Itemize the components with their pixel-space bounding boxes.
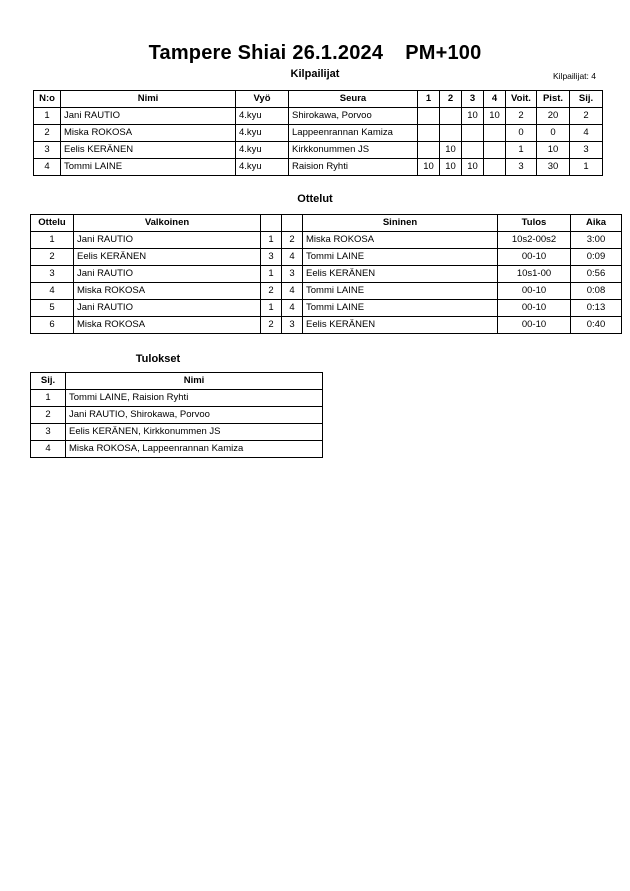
- table-row: [34, 142, 603, 159]
- cell-time: 0:56: [571, 266, 622, 283]
- column-header-round-2: 2: [440, 91, 462, 108]
- cell-white-seed: 2: [261, 283, 282, 300]
- cell-match-no: 4: [31, 283, 74, 300]
- cell-result: 00-10: [498, 283, 571, 300]
- cell-grade: 4.kyu: [236, 142, 289, 159]
- cell-blue-seed: 2: [282, 232, 303, 249]
- cell-result: 10s1-00: [498, 266, 571, 283]
- table-row: [34, 159, 603, 176]
- column-header-wins: Voit.: [506, 91, 537, 108]
- cell-rank: 3: [31, 424, 66, 441]
- cell-blue: Tommi LAINE: [303, 300, 498, 317]
- cell-no: 2: [34, 125, 61, 142]
- cell-round-3: [462, 142, 484, 159]
- column-header-time: Aika: [571, 215, 622, 232]
- cell-time: 0:40: [571, 317, 622, 334]
- table-row: [31, 266, 622, 283]
- column-header-name: Nimi: [61, 91, 236, 108]
- cell-match-no: 5: [31, 300, 74, 317]
- table-row: [31, 407, 323, 424]
- cell-blue: Tommi LAINE: [303, 283, 498, 300]
- column-header-blue: Sininen: [303, 215, 498, 232]
- cell-white-seed: 2: [261, 317, 282, 334]
- results-section-title: Tulokset: [135, 353, 181, 365]
- cell-name: Tommi LAINE, Raision Ryhti: [66, 390, 323, 407]
- cell-match-no: 6: [31, 317, 74, 334]
- table-row: [31, 283, 622, 300]
- cell-wins: 2: [506, 108, 537, 125]
- cell-rank: 4: [570, 125, 603, 142]
- cell-white: Miska ROKOSA: [74, 317, 261, 334]
- cell-wins: 0: [506, 125, 537, 142]
- cell-white-seed: 1: [261, 300, 282, 317]
- cell-wins: 1: [506, 142, 537, 159]
- cell-points: 20: [537, 108, 570, 125]
- matches-section-title: Ottelut: [297, 193, 333, 205]
- cell-white: Eelis KERÄNEN: [74, 249, 261, 266]
- column-header-grade: Vyö: [236, 91, 289, 108]
- cell-white: Miska ROKOSA: [74, 283, 261, 300]
- cell-round-3: 10: [462, 108, 484, 125]
- cell-blue-seed: 3: [282, 266, 303, 283]
- cell-result: 00-10: [498, 249, 571, 266]
- cell-name: Jani RAUTIO, Shirokawa, Porvoo: [66, 407, 323, 424]
- cell-round-1: [418, 142, 440, 159]
- cell-white: Jani RAUTIO: [74, 266, 261, 283]
- competitors-count: Kilpailijat: 4: [553, 71, 596, 81]
- page-title: [0, 42, 630, 65]
- cell-blue: Miska ROKOSA: [303, 232, 498, 249]
- cell-name: Miska ROKOSA: [61, 125, 236, 142]
- cell-rank: 1: [570, 159, 603, 176]
- table-header-row: [31, 215, 622, 232]
- cell-time: 0:13: [571, 300, 622, 317]
- table-row: [31, 249, 622, 266]
- table-row: [31, 300, 622, 317]
- column-header-points: Pist.: [537, 91, 570, 108]
- table-row: [31, 441, 323, 458]
- column-header-white-seed: [261, 215, 282, 232]
- cell-blue-seed: 4: [282, 283, 303, 300]
- column-header-round-3: 3: [462, 91, 484, 108]
- cell-round-2: 10: [440, 159, 462, 176]
- cell-name: Tommi LAINE: [61, 159, 236, 176]
- cell-round-1: [418, 108, 440, 125]
- table-row: [31, 317, 622, 334]
- column-header-match-no: Ottelu: [31, 215, 74, 232]
- column-header-round-4: 4: [484, 91, 506, 108]
- cell-round-2: 10: [440, 142, 462, 159]
- cell-result: 10s2-00s2: [498, 232, 571, 249]
- cell-rank: 4: [31, 441, 66, 458]
- cell-time: 0:09: [571, 249, 622, 266]
- cell-time: 3:00: [571, 232, 622, 249]
- cell-round-4: [484, 142, 506, 159]
- cell-blue: Eelis KERÄNEN: [303, 266, 498, 283]
- column-header-club: Seura: [289, 91, 418, 108]
- cell-round-4: 10: [484, 108, 506, 125]
- cell-round-3: 10: [462, 159, 484, 176]
- cell-points: 0: [537, 125, 570, 142]
- cell-rank: 1: [31, 390, 66, 407]
- cell-no: 4: [34, 159, 61, 176]
- table-row: [34, 125, 603, 142]
- cell-rank: 2: [31, 407, 66, 424]
- results-table: [30, 372, 323, 458]
- cell-club: Lappeenrannan Kamiza: [289, 125, 418, 142]
- table-row: [34, 108, 603, 125]
- cell-round-1: 10: [418, 159, 440, 176]
- cell-round-2: [440, 125, 462, 142]
- cell-club: Raision Ryhti: [289, 159, 418, 176]
- cell-blue-seed: 4: [282, 249, 303, 266]
- cell-blue: Eelis KERÄNEN: [303, 317, 498, 334]
- column-header-blue-seed: [282, 215, 303, 232]
- table-row: [31, 390, 323, 407]
- cell-grade: 4.kyu: [236, 159, 289, 176]
- event-date: 26.1.2024: [292, 42, 384, 64]
- column-header-name: Nimi: [66, 373, 323, 390]
- cell-rank: 3: [570, 142, 603, 159]
- event-name: Tampere Shiai: [148, 42, 287, 64]
- cell-round-1: [418, 125, 440, 142]
- cell-name: Miska ROKOSA, Lappeenrannan Kamiza: [66, 441, 323, 458]
- cell-white-seed: 1: [261, 266, 282, 283]
- cell-match-no: 3: [31, 266, 74, 283]
- matches-table: [30, 214, 622, 334]
- column-header-round-1: 1: [418, 91, 440, 108]
- column-header-rank: Sij.: [570, 91, 603, 108]
- cell-white-seed: 1: [261, 232, 282, 249]
- cell-white-seed: 3: [261, 249, 282, 266]
- cell-points: 30: [537, 159, 570, 176]
- cell-white: Jani RAUTIO: [74, 300, 261, 317]
- event-category: PM+100: [405, 42, 482, 64]
- cell-result: 00-10: [498, 317, 571, 334]
- cell-name: Eelis KERÄNEN, Kirkkonummen JS: [66, 424, 323, 441]
- cell-match-no: 1: [31, 232, 74, 249]
- table-row: [31, 232, 622, 249]
- cell-wins: 3: [506, 159, 537, 176]
- cell-round-2: [440, 108, 462, 125]
- cell-club: Shirokawa, Porvoo: [289, 108, 418, 125]
- column-header-white: Valkoinen: [74, 215, 261, 232]
- table-row: [31, 424, 323, 441]
- competitors-table: [33, 90, 603, 176]
- cell-time: 0:08: [571, 283, 622, 300]
- cell-name: Jani RAUTIO: [61, 108, 236, 125]
- cell-blue-seed: 4: [282, 300, 303, 317]
- cell-rank: 2: [570, 108, 603, 125]
- cell-name: Eelis KERÄNEN: [61, 142, 236, 159]
- table-header-row: [31, 373, 323, 390]
- column-header-result: Tulos: [498, 215, 571, 232]
- cell-result: 00-10: [498, 300, 571, 317]
- cell-blue: Tommi LAINE: [303, 249, 498, 266]
- cell-white: Jani RAUTIO: [74, 232, 261, 249]
- cell-round-4: [484, 125, 506, 142]
- competitors-section-title: Kilpailijat: [290, 68, 340, 80]
- cell-points: 10: [537, 142, 570, 159]
- cell-no: 1: [34, 108, 61, 125]
- cell-grade: 4.kyu: [236, 108, 289, 125]
- cell-match-no: 2: [31, 249, 74, 266]
- cell-round-4: [484, 159, 506, 176]
- cell-no: 3: [34, 142, 61, 159]
- cell-blue-seed: 3: [282, 317, 303, 334]
- cell-club: Kirkkonummen JS: [289, 142, 418, 159]
- cell-grade: 4.kyu: [236, 125, 289, 142]
- table-header-row: [34, 91, 603, 108]
- cell-round-3: [462, 125, 484, 142]
- column-header-no: N:o: [34, 91, 61, 108]
- column-header-rank: Sij.: [31, 373, 66, 390]
